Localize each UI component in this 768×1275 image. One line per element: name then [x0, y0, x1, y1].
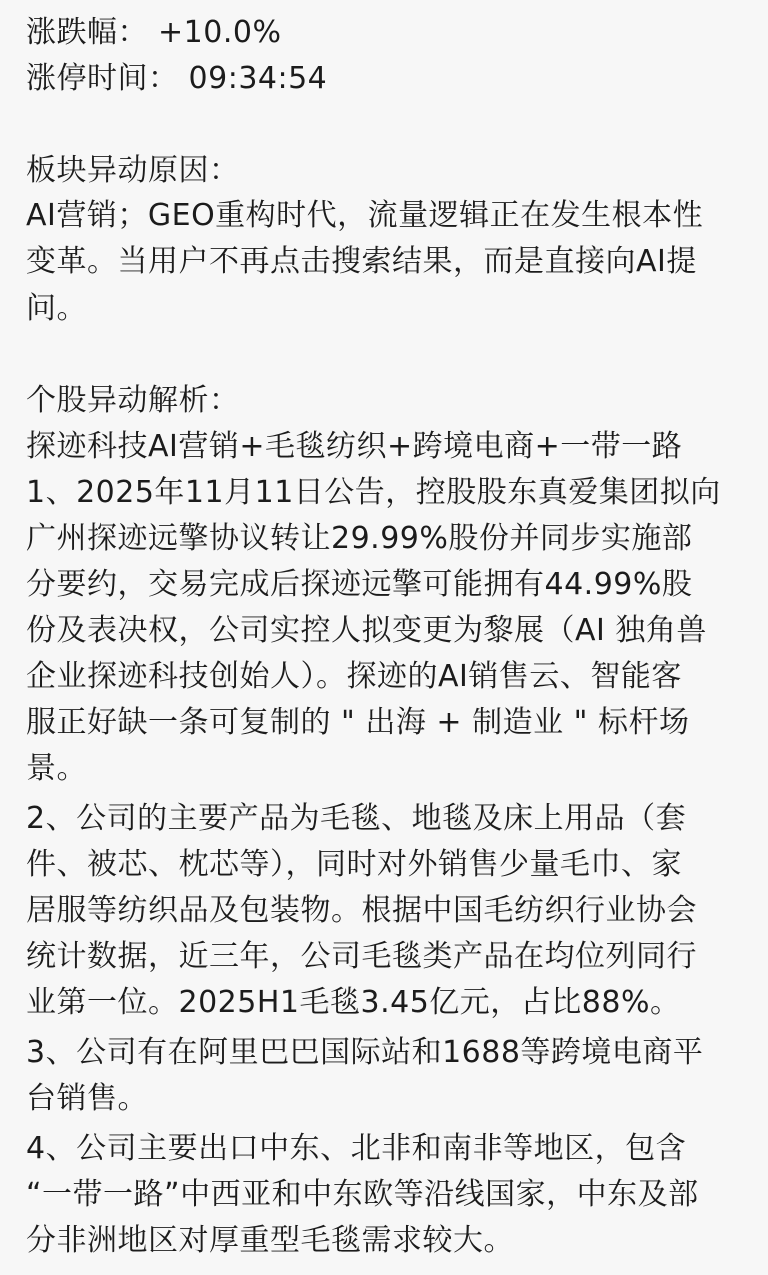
stock-heading: 个股异动解析：: [26, 383, 240, 418]
point-3-line: 台销售。: [26, 1081, 148, 1116]
point-2-line: 统计数据，近三年，公司毛毯类产品在均位列同行: [26, 939, 697, 974]
sector-reason-line: AI营销；GEO重构时代，流量逻辑正在发生根本性: [26, 198, 704, 233]
point-2-line: 2、公司的主要产品为毛毯、地毯及床上用品（套: [26, 801, 687, 836]
point-2-line: 件、被芯、枕芯等），同时对外销售少量毛巾、家: [26, 847, 682, 882]
point-4-line: 4、公司主要出口中东、北非和南非等地区，包含: [26, 1131, 687, 1166]
sector-reason-line: 变革。当用户不再点击搜索结果，而是直接向AI提: [26, 244, 697, 279]
point-1-line: 份及表决权，公司实控人拟变更为黎展（AI 独角兽: [26, 613, 707, 648]
point-2-line: 业第一位。2025H1毛毯3.45亿元，占比88%。: [26, 985, 681, 1020]
stock-tagline: 探迹科技AI营销+毛毯纺织+跨境电商+一带一路: [26, 429, 683, 464]
point-1-line: 服正好缺一条可复制的 " 出海 + 制造业 " 标杆场: [26, 705, 690, 740]
point-1-line: 企业探迹科技创始人）。探迹的AI销售云、智能客: [26, 659, 682, 694]
point-1-line: 1、2025年11月11日公告，控股股东真爱集团拟向: [26, 475, 721, 510]
sector-heading: 板块异动原因：: [26, 153, 240, 188]
price-change-line: 涨跌幅： +10.0%: [26, 15, 282, 50]
point-1-line: 景。: [26, 751, 87, 786]
point-4-line: “一带一路”中西亚和中东欧等沿线国家，中东及部: [26, 1177, 699, 1212]
point-1-line: 广州探迹远擎协议转让29.99%股份并同步实施部: [26, 521, 693, 556]
point-1-line: 分要约，交易完成后探迹远擎可能拥有44.99%股: [26, 567, 693, 602]
point-2-line: 居服等纺织品及包装物。根据中国毛纺织行业协会: [26, 893, 697, 928]
point-3-line: 3、公司有在阿里巴巴国际站和1688等跨境电商平: [26, 1035, 704, 1070]
sector-reason-line: 问。: [26, 291, 87, 326]
point-4-line: 分非洲地区对厚重型毛毯需求较大。: [26, 1223, 514, 1258]
limit-up-time-line: 涨停时间： 09:34:54: [26, 61, 328, 96]
